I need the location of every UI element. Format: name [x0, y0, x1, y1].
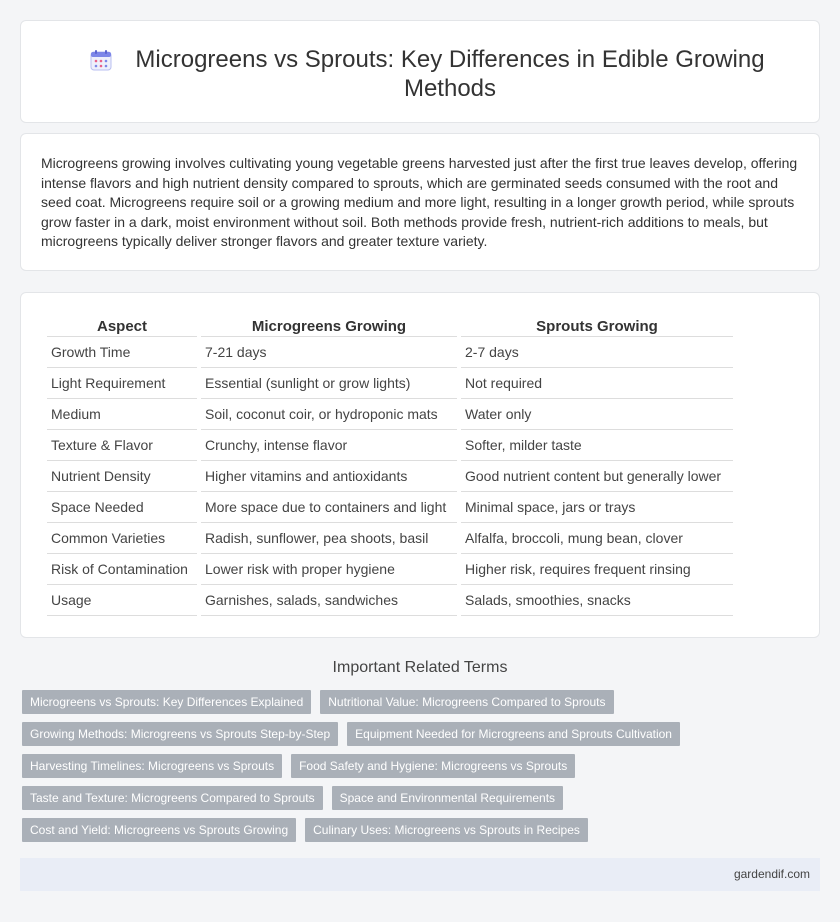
related-term-link[interactable]: Food Safety and Hygiene: Microgreens vs Sprouts	[291, 754, 575, 778]
table-cell-aspect: Risk of Contamination	[47, 554, 197, 585]
table-row	[47, 554, 733, 585]
table-cell-sprouts: Good nutrient content but generally lower	[461, 461, 733, 492]
related-term-link[interactable]: Equipment Needed for Microgreens and Sprouts Cultivation	[347, 722, 680, 746]
table-row	[47, 492, 733, 523]
table-header-row	[47, 315, 733, 337]
intro-paragraph: Microgreens growing involves cultivating young vegetable greens harvested just after the first true leaves develop, offering intense flavors and high nutrient density compared to sprouts, which are germinated seeds consumed with the root and seed coat. Microgreens require soil or a growing medium and more light, resulting in a longer growth period, while sprouts grow faster in a dark, moist environment without soil. Both methods provide fresh, nutrient-rich additions to meals, but microgreens typically deliver stronger flavors and greater texture variety.	[41, 155, 798, 250]
table-cell-microgreens: Higher vitamins and antioxidants	[201, 461, 457, 492]
table-cell-aspect: Texture & Flavor	[47, 430, 197, 461]
table-cell-sprouts: Softer, milder taste	[461, 430, 733, 461]
table-cell-sprouts: Higher risk, requires frequent rinsing	[461, 554, 733, 585]
intro-card	[20, 133, 820, 271]
table-cell-sprouts: Alfalfa, broccoli, mung bean, clover	[461, 523, 733, 554]
table-row	[47, 523, 733, 554]
related-terms-heading: Important Related Terms	[332, 659, 508, 676]
table-cell-aspect: Growth Time	[47, 337, 197, 368]
related-term-link[interactable]: Microgreens vs Sprouts: Key Differences Explained	[22, 690, 311, 714]
table-cell-sprouts: Not required	[461, 368, 733, 399]
table-row	[47, 399, 733, 430]
footer-site-link[interactable]: gardendif.com	[733, 867, 810, 881]
table-row	[47, 368, 733, 399]
comparison-table-card	[20, 292, 820, 638]
table-cell-microgreens: Radish, sunflower, pea shoots, basil	[201, 523, 457, 554]
table-cell-sprouts: Minimal space, jars or trays	[461, 492, 733, 523]
table-cell-aspect: Medium	[47, 399, 197, 430]
table-cell-aspect: Common Varieties	[47, 523, 197, 554]
table-cell-aspect: Usage	[47, 585, 197, 616]
related-terms-list	[22, 690, 702, 842]
table-cell-microgreens: Lower risk with proper hygiene	[201, 554, 457, 585]
related-term-link[interactable]: Taste and Texture: Microgreens Compared to Sprouts	[22, 786, 323, 810]
table-cell-aspect: Space Needed	[47, 492, 197, 523]
related-term-link[interactable]: Harvesting Timelines: Microgreens vs Sprouts	[22, 754, 282, 778]
table-cell-microgreens: More space due to containers and light	[201, 492, 457, 523]
table-cell-sprouts: 2-7 days	[461, 337, 733, 368]
table-cell-microgreens: Soil, coconut coir, or hydroponic mats	[201, 399, 457, 430]
table-row	[47, 337, 733, 368]
table-cell-sprouts: Salads, smoothies, snacks	[461, 585, 733, 616]
table-cell-aspect: Nutrient Density	[47, 461, 197, 492]
column-header-aspect: Aspect	[47, 315, 197, 337]
table-cell-aspect: Light Requirement	[47, 368, 197, 399]
table-cell-microgreens: Essential (sunlight or grow lights)	[201, 368, 457, 399]
related-term-link[interactable]: Space and Environmental Requirements	[332, 786, 563, 810]
page-title: Microgreens vs Sprouts: Key Differences in Edible Growing Methods	[135, 46, 765, 102]
column-header-sprouts: Sprouts Growing	[461, 315, 733, 337]
table-cell-sprouts: Water only	[461, 399, 733, 430]
related-term-link[interactable]: Culinary Uses: Microgreens vs Sprouts in Recipes	[305, 818, 588, 842]
table-row	[47, 461, 733, 492]
comparison-table	[43, 315, 737, 616]
calendar-icon	[89, 48, 113, 72]
table-row	[47, 585, 733, 616]
related-term-link[interactable]: Growing Methods: Microgreens vs Sprouts Step-by-Step	[22, 722, 338, 746]
table-cell-microgreens: Garnishes, salads, sandwiches	[201, 585, 457, 616]
column-header-microgreens: Microgreens Growing	[201, 315, 457, 337]
header-card	[20, 20, 820, 123]
related-term-link[interactable]: Cost and Yield: Microgreens vs Sprouts Growing	[22, 818, 296, 842]
table-cell-microgreens: Crunchy, intense flavor	[201, 430, 457, 461]
related-term-link[interactable]: Nutritional Value: Microgreens Compared to Sprouts	[320, 690, 613, 714]
footer	[20, 858, 820, 891]
table-row	[47, 430, 733, 461]
table-cell-microgreens: 7-21 days	[201, 337, 457, 368]
title-wrap	[21, 45, 819, 103]
